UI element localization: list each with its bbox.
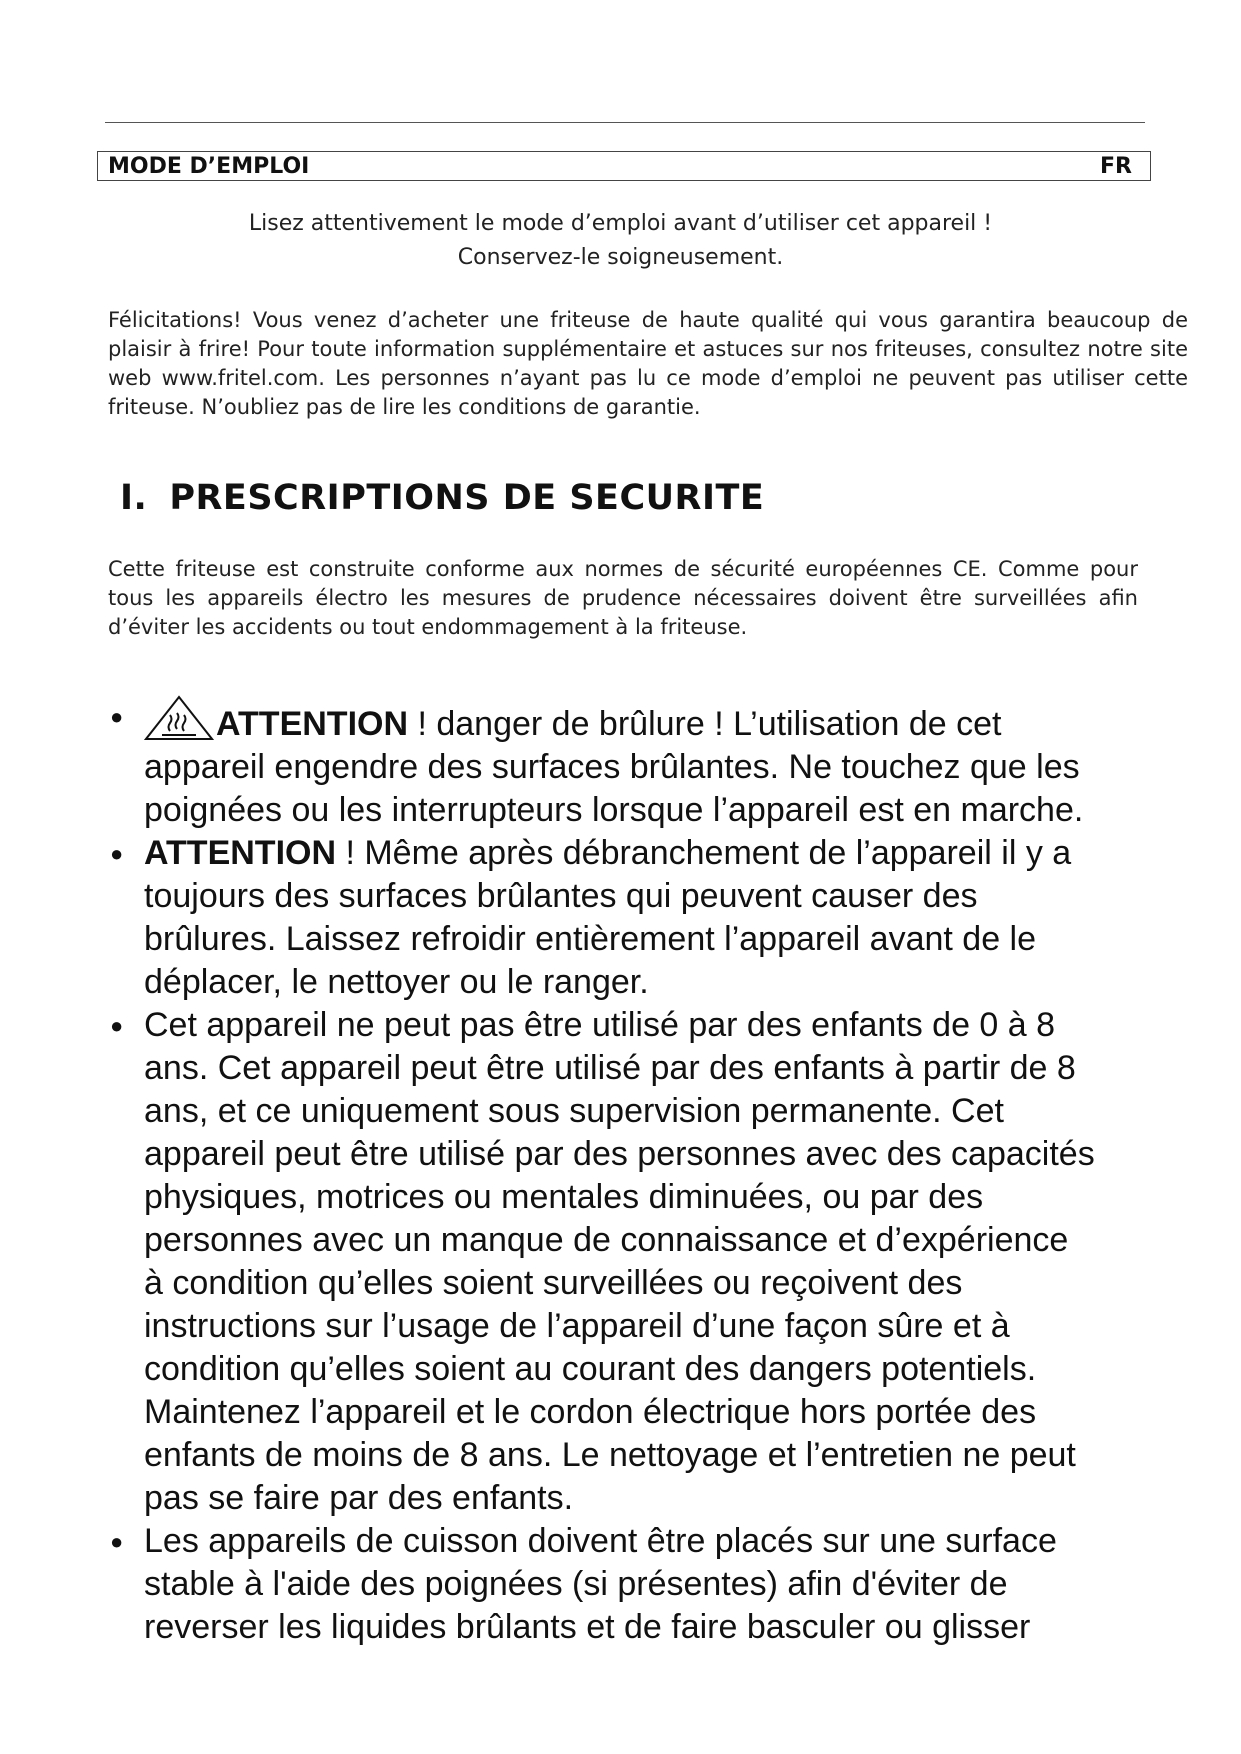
header-title: MODE D’EMPLOI [108, 154, 310, 179]
bullet-3-line-9: condition qu’elles soient au courant des dangers potentiels. [144, 1350, 1037, 1388]
section-heading [120, 478, 764, 518]
bullet-dot: ● [110, 1529, 124, 1554]
bullet-2-line-4: déplacer, le nettoyer ou le ranger. [144, 963, 649, 1001]
bullet-3-line-1: Cet appareil ne peut pas être utilisé par des enfants de 0 à 8 [144, 1006, 1056, 1044]
bullet-item-2 [106, 832, 1206, 1004]
bullet-1-line-1 [144, 695, 1206, 746]
bullet-3-line-7: à condition qu’elles soient surveillées ou reçoivent des [144, 1264, 963, 1302]
attention-label: ATTENTION [216, 705, 409, 743]
bullet-2-line-2: toujours des surfaces brûlantes qui peuvent causer des [144, 877, 978, 915]
top-rule [105, 122, 1145, 123]
safety-bullet-list [106, 695, 1206, 1649]
bullet-1-line-3: poignées ou les interrupteurs lorsque l’appareil est en marche. [144, 791, 1084, 829]
bullet-dot: ● [110, 841, 124, 866]
bullet-dot: ● [110, 1013, 124, 1038]
header-language: FR [1100, 154, 1132, 179]
intro-line-1: Lisez attentivement le mode d’emploi avant d’utiliser cet appareil ! [248, 211, 993, 236]
intro-line-2: Conservez-le soigneusement. [457, 245, 784, 270]
bullet-item-4 [106, 1520, 1206, 1649]
section-number: I. [120, 478, 148, 518]
bullet-3-line-2: ans. Cet appareil peut être utilisé par des enfants à partir de 8 [144, 1049, 1076, 1087]
bullet-3-line-5: physiques, motrices ou mentales diminuées, ou par des [144, 1178, 984, 1216]
safety-intro-paragraph: Cette friteuse est construite conforme aux normes de sécurité européennes CE. Comme pour tous les appareils électro les mesures de prudence nécessaires doivent être surveillées afin d’éviter les accidents ou tout endommagement à la friteuse. [108, 557, 1138, 639]
bullet-3-line-8: instructions sur l’usage de l’appareil d’une façon sûre et à [144, 1307, 1010, 1345]
bullet-4-line-3: reverser les liquides brûlants et de faire basculer ou glisser [144, 1608, 1031, 1646]
bullet-2-text-1: ! Même après débranchement de l’appareil il y a [336, 834, 1072, 872]
bullet-3-line-6: personnes avec un manque de connaissance et d’expérience [144, 1221, 1069, 1259]
bullet-2-line-3: brûlures. Laissez refroidir entièrement l’appareil avant de le [144, 920, 1037, 958]
bullet-3-line-12: pas se faire par des enfants. [144, 1479, 574, 1517]
bullet-dot: ● [110, 704, 124, 729]
section-title: PRESCRIPTIONS DE SECURITE [169, 478, 765, 518]
bullet-1-line-2: appareil engendre des surfaces brûlantes. Ne touchez que les [144, 748, 1080, 786]
bullet-3-line-10: Maintenez l’appareil et le cordon électrique hors portée des [144, 1393, 1037, 1431]
bullet-1-text-1: ! danger de brûlure ! L’utilisation de cet [408, 705, 1002, 743]
congratulations-paragraph: Félicitations! Vous venez d’acheter une friteuse de haute qualité qui vous garantira beaucoup de plaisir à frire! Pour toute information supplémentaire et astuces sur nos friteuses, consultez notre site web www.fritel.com. Les personnes n’ayant pas lu ce mode d’emploi ne peuvent pas utiliser cette friteuse. N’oubliez pas de lire les conditions de garantie. [108, 308, 1188, 419]
bullet-3-line-11: enfants de moins de 8 ans. Le nettoyage et l’entretien ne peut [144, 1436, 1076, 1474]
bullet-4-line-2: stable à l'aide des poignées (si présentes) afin d'éviter de [144, 1565, 1008, 1603]
bullet-4-line-1: Les appareils de cuisson doivent être placés sur une surface [144, 1522, 1057, 1560]
bullet-3-line-3: ans, et ce uniquement sous supervision permanente. Cet [144, 1092, 1004, 1130]
hot-surface-warning-icon [144, 695, 214, 741]
bullet-3-line-4: appareil peut être utilisé par des personnes avec des capacités [144, 1135, 1095, 1173]
bullet-2-line-1 [144, 832, 1206, 875]
bullet-item-1 [106, 695, 1206, 832]
attention-label: ATTENTION [144, 834, 337, 872]
bullet-item-3 [106, 1004, 1206, 1520]
header-bar [97, 151, 1151, 181]
